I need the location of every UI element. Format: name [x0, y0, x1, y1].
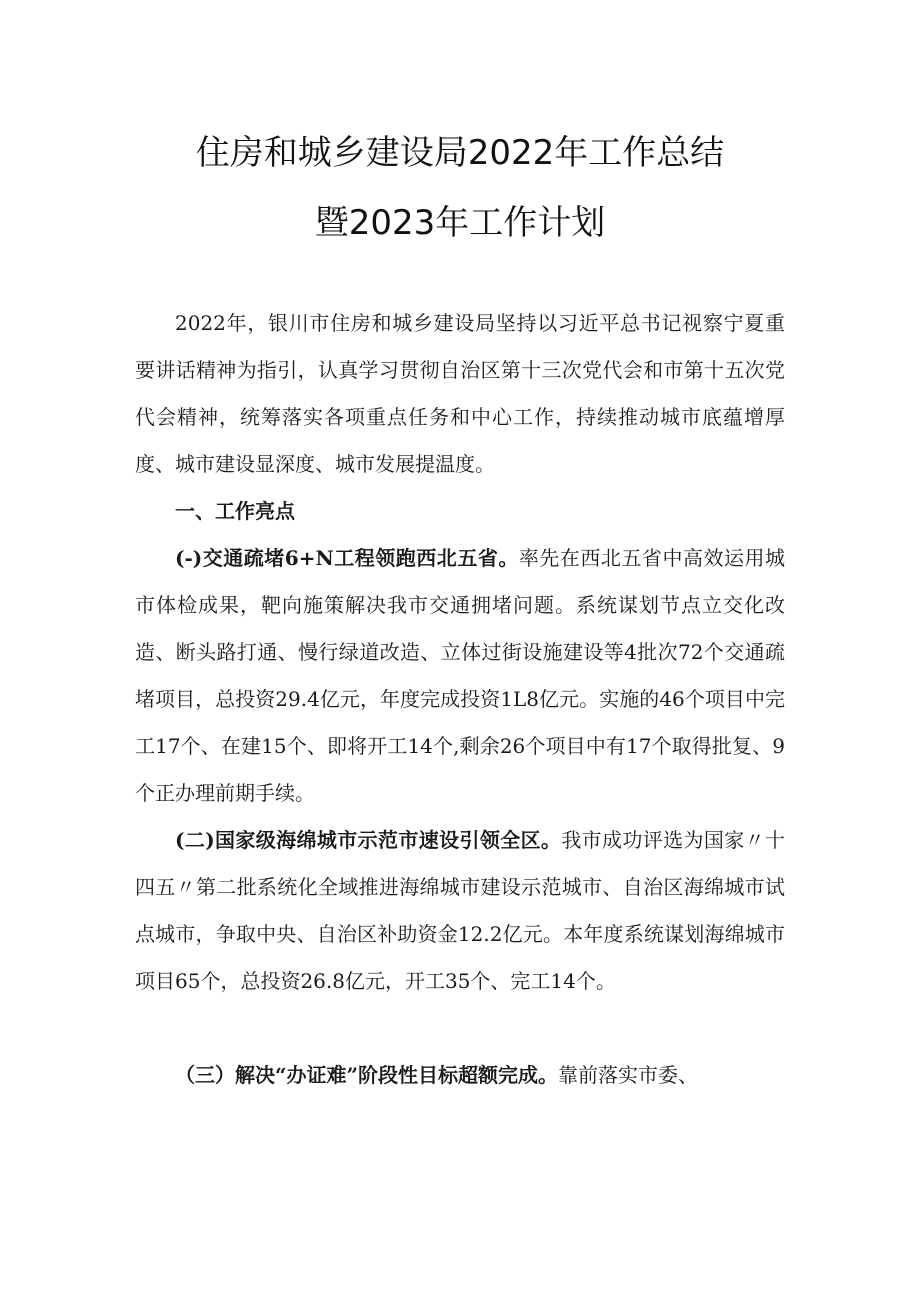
- item-3-text: 靠前落实市委、: [558, 1063, 699, 1087]
- item-1-paragraph: [135, 535, 785, 817]
- paragraph-gap: [135, 1005, 785, 1052]
- document-title-line2: 暨2023年工作计划: [314, 203, 606, 243]
- item-2-lead: (二)国家级海绵城市示范市速设引领全区。: [175, 828, 562, 852]
- document-title-line1: 住房和城乡建设局2022年工作总结: [195, 133, 725, 173]
- section-heading-highlights: 一、工作亮点: [175, 499, 295, 523]
- item-2-text: 我市成功评选为国家〃十四五〃第二批系统化全域推进海绵城市建设示范城市、自治区海绵城市试点城市，争取中央、自治区补助资金12.2亿元。本年度系统谋划海绵城市项目65个，总投资26.8亿元，开工35个、完工14个。: [135, 828, 785, 993]
- item-3-paragraph: [135, 1052, 785, 1099]
- document-body: [135, 300, 785, 1099]
- item-2-paragraph: [135, 817, 785, 1005]
- intro-paragraph: 2022年，银川市住房和城乡建设局坚持以习近平总书记视察宁夏重要讲话精神为指引，认真学习贯彻自治区第十三次党代会和市第十五次党代会精神，统筹落实各项重点任务和中心工作，持续推动城市底蕴增厚度、城市建设显深度、城市发展提温度。: [135, 311, 785, 476]
- item-1-lead: (-)交通疏堵6+N工程领跑西北五省。: [175, 546, 519, 570]
- item-1-text: 率先在西北五省中高效运用城市体检成果，靶向施策解决我市交通拥堵问题。系统谋划节点立交化改造、断头路打通、慢行绿道改造、立体过街设施建设等4批次72个交通疏堵项目，总投资29.4亿元，年度完成投资1L8亿元。实施的46个项目中完工17个、在建15个、即将开工14个,剩余26个项目中有17个取得批复、9个正办理前期手续。: [135, 546, 785, 805]
- item-3-lead: （三）解决“办证难”阶段性目标超额完成。: [175, 1063, 559, 1087]
